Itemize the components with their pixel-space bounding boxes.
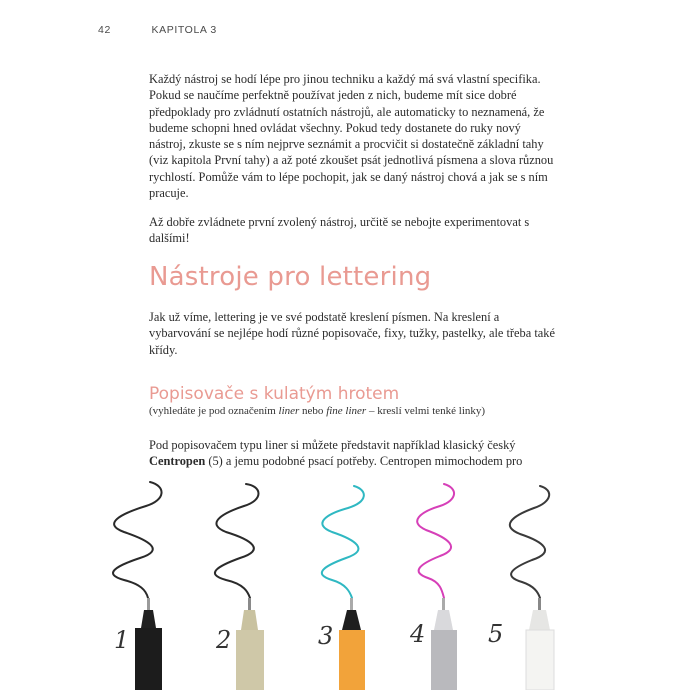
pen-1-cone bbox=[141, 610, 156, 628]
note-text-2: nebo bbox=[299, 405, 327, 417]
pen-2-body bbox=[236, 630, 264, 690]
pen-2-tip bbox=[248, 598, 251, 610]
pen-1 bbox=[113, 482, 162, 690]
pen-5-tip bbox=[538, 598, 541, 610]
ink-squiggle-5 bbox=[510, 486, 549, 598]
paragraph-4-text-a: Pod popisovačem typu liner si můžete představit například klasický český bbox=[149, 438, 516, 452]
note-term-liner: liner bbox=[278, 405, 300, 417]
pen-4 bbox=[409, 484, 457, 690]
pen-3 bbox=[318, 486, 365, 690]
pen-number-5: 5 bbox=[488, 620, 504, 648]
subsection-heading: Popisovače s kulatým hrotem bbox=[149, 384, 400, 404]
ink-squiggle-3 bbox=[322, 486, 364, 598]
note-term-fine-liner: fine liner bbox=[326, 405, 367, 417]
page-number: 42 bbox=[98, 24, 111, 36]
note-text-1: (vyhledáte je pod označením bbox=[149, 405, 279, 417]
pen-2-cone bbox=[241, 610, 258, 630]
pen-4-tip bbox=[442, 598, 445, 610]
pens-illustration bbox=[0, 470, 690, 690]
paragraph-4-bold: Centropen bbox=[149, 454, 206, 469]
pen-5-body bbox=[526, 630, 554, 690]
note-text-3: – kreslí velmi tenké linky) bbox=[366, 405, 486, 417]
section-heading: Nástroje pro lettering bbox=[149, 262, 432, 292]
paragraph-4-text-b: (5) a jemu podobné psací potřeby. Centropen mimochodem pro bbox=[205, 454, 523, 469]
pen-number-3: 3 bbox=[318, 622, 334, 650]
paragraph-4 bbox=[149, 437, 564, 470]
paragraph-2: Až dobře zvládnete první zvolený nástroj, určitě se nebojte experimentovat s dalšími! bbox=[149, 215, 530, 246]
pen-3-body bbox=[339, 630, 365, 690]
subsection-note bbox=[149, 405, 485, 417]
ink-squiggle-2 bbox=[215, 484, 259, 598]
chapter-label: KAPITOLA 3 bbox=[151, 24, 217, 36]
ink-squiggle-4 bbox=[417, 484, 454, 598]
paragraph-1: Každý nástroj se hodí lépe pro jinou techniku a každý má svá vlastní specifika. Pokud se naučíme perfektně používat jeden z nich, budeme mít sice dobré předpoklady pro zvládnutí ostatních nástrojů, ale automaticky to neznamená, že budeme schopni hned ovládat všechny. Pokud tedy dostanete do ruky nový nástroj, zkuste se s ním nejprve seznámit a procvičit si dostatečně základní tahy (viz kapitola První tahy) a až poté zkoušet psát jednotlivá písmena a slova různou rychlostí. Pomůže vám to lépe pochopit, jak se daný nástroj chová a jak se s ním pracuje. bbox=[149, 72, 554, 201]
pen-number-1: 1 bbox=[114, 626, 130, 654]
pen-number-2: 2 bbox=[216, 626, 232, 654]
pen-1-tip bbox=[147, 598, 150, 610]
pen-5-cone bbox=[529, 610, 550, 630]
running-head bbox=[98, 24, 217, 36]
pen-4-cone bbox=[434, 610, 453, 630]
pen-2 bbox=[215, 484, 264, 690]
pen-4-body bbox=[431, 630, 457, 690]
pen-number-4: 4 bbox=[410, 620, 426, 648]
pen-5 bbox=[488, 486, 554, 690]
ink-squiggle-1 bbox=[113, 482, 162, 598]
pen-3-cone bbox=[342, 610, 361, 630]
pen-1-body bbox=[135, 628, 162, 690]
pen-3-tip bbox=[350, 598, 353, 610]
paragraph-3: Jak už víme, lettering je ve své podstatě kreslení písmen. Na kreslení a vybarvování se nejlépe hodí různé popisovače, fixy, tužky, pastelky, ale třeba také křídy. bbox=[149, 310, 555, 357]
